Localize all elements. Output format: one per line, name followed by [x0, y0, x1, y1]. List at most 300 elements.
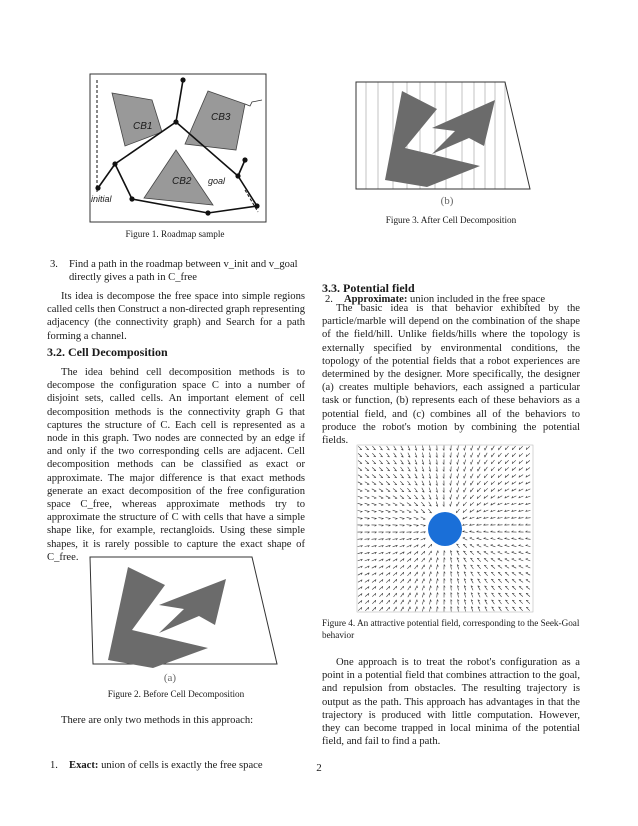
field-arrow: [387, 600, 390, 604]
method-text: union included in the free space: [410, 293, 546, 305]
field-arrow: [485, 474, 488, 478]
field-arrow: [451, 474, 452, 479]
field-arrow: [484, 545, 489, 547]
field-arrow: [478, 481, 481, 485]
field-arrow: [365, 510, 370, 511]
field-arrow-head: [470, 538, 472, 539]
field-arrow: [393, 496, 397, 499]
list-number: 3.: [50, 259, 58, 270]
field-arrow: [499, 446, 502, 450]
field-arrow: [358, 482, 362, 484]
field-arrow-head: [464, 462, 465, 464]
field-arrow-head: [437, 572, 438, 574]
field-arrow: [471, 481, 474, 485]
list-number: 2.: [325, 293, 333, 305]
field-arrow-head: [395, 519, 397, 520]
field-arrow: [372, 475, 376, 478]
field-arrow: [415, 572, 418, 576]
field-arrow: [499, 453, 502, 457]
field-arrow-head: [416, 519, 418, 520]
field-arrow: [408, 579, 411, 583]
field-arrow: [386, 510, 391, 512]
field-arrow-head: [526, 552, 528, 553]
field-arrow-head: [519, 552, 521, 553]
field-arrow: [422, 579, 424, 584]
field-arrow: [512, 545, 517, 546]
list-number: 1.: [50, 760, 58, 772]
field-arrow-head: [457, 483, 458, 485]
field-arrow-head: [360, 505, 362, 506]
field-arrow-head: [457, 469, 458, 471]
field-arrow: [358, 453, 362, 456]
cb2-label: CB2: [172, 176, 192, 187]
field-arrow-head: [484, 538, 486, 539]
field-arrow-head: [381, 512, 383, 513]
field-arrow: [379, 518, 384, 519]
field-arrow: [414, 510, 418, 513]
field-arrow: [451, 481, 452, 486]
field-arrow: [512, 573, 516, 576]
field-arrow: [526, 587, 530, 590]
field-arrow-head: [375, 518, 377, 519]
field-arrow: [422, 558, 425, 562]
field-arrow: [379, 503, 384, 505]
field-arrow: [457, 488, 459, 493]
field-arrow: [372, 496, 377, 498]
field-arrow: [372, 510, 377, 511]
field-arrow: [436, 551, 438, 556]
field-arrow-head: [464, 469, 465, 471]
field-arrow-head: [438, 558, 439, 560]
field-arrow: [358, 475, 362, 478]
field-arrow: [379, 489, 383, 492]
field-arrow: [478, 467, 480, 471]
field-arrow-head: [450, 498, 451, 500]
field-arrow: [358, 461, 362, 464]
field-arrow: [358, 518, 363, 519]
field-arrow: [415, 586, 417, 590]
field-arrow-head: [360, 498, 362, 499]
field-arrow-head: [424, 586, 425, 588]
field-arrow-head: [491, 538, 493, 539]
field-arrow: [415, 579, 417, 583]
field-arrow: [491, 552, 495, 554]
field-arrow: [464, 474, 466, 479]
field-arrow: [393, 503, 397, 505]
field-arrow: [437, 600, 438, 605]
field-arrow-head: [417, 607, 418, 609]
field-arrow: [457, 481, 458, 486]
field-arrow: [478, 460, 480, 464]
field-arrow-head: [471, 455, 472, 457]
field-arrow: [526, 566, 531, 568]
paragraph-approach: One approach is to treat the robot's configuration as a point in a potential field that combines attraction to the goal, and repulsion from obstacles. The resulting trajectory is output as the path. This approach has advantages in that the trajectory is produced with little computation. However, they can become trapped in local minima of the potential field, and fail to find a path.: [322, 657, 580, 748]
field-arrow: [458, 453, 459, 458]
field-arrow: [484, 552, 488, 555]
field-arrow-head: [457, 463, 458, 465]
field-arrow: [478, 453, 480, 458]
field-arrow-head: [389, 519, 391, 520]
field-arrow: [407, 510, 411, 512]
field-arrow: [365, 475, 369, 478]
field-arrow: [400, 503, 404, 506]
field-arrow: [386, 593, 389, 597]
field-arrow: [437, 593, 438, 598]
field-arrow-head: [526, 545, 528, 546]
field-arrow: [519, 566, 523, 568]
field-arrow-head: [498, 538, 500, 539]
field-arrow: [484, 538, 489, 539]
field-arrow: [408, 600, 410, 604]
field-arrow: [519, 573, 523, 576]
field-arrow-head: [512, 552, 514, 553]
field-arrow: [485, 460, 488, 464]
field-arrow: [526, 573, 530, 575]
field-arrow-head: [424, 607, 425, 609]
field-arrow: [372, 503, 377, 505]
field-arrow: [408, 593, 410, 597]
field-arrow-head: [417, 600, 418, 602]
field-arrow-head: [382, 518, 384, 519]
field-arrow: [422, 586, 424, 591]
field-arrow: [505, 539, 510, 540]
field-arrow: [505, 552, 510, 554]
field-arrow: [519, 559, 524, 561]
field-arrow: [470, 532, 475, 533]
field-arrow: [421, 517, 425, 519]
field-arrow: [358, 489, 363, 491]
field-arrow: [437, 572, 438, 577]
field-arrow: [451, 495, 452, 500]
field-arrow: [400, 517, 405, 518]
cb3-label: CB3: [211, 112, 231, 123]
figure4-caption: Figure 4. An attractive potential field, corresponding to the Seek-Goal behavior: [322, 618, 580, 640]
field-arrow: [422, 607, 423, 612]
paragraph-potential-field: The basic idea is that behavior exhibited by the particle/marble will depend on the combination of the shape of the field/hill. Unlike fields/hills where the topology is externally specified by environmental conditions, the topology of the potential fields that a robot experiences are determined by the designer. More specifically, the designer (a) creates multiple behaviors, each assigned a particular task or function, (b) represents each of these behaviors as a potential field, and (c) combines all of the behaviors to produce the robot's motion by combining the potential fields.: [322, 303, 580, 447]
field-arrow: [437, 565, 438, 570]
field-arrow-head: [505, 545, 507, 546]
field-arrow: [498, 552, 503, 554]
field-arrow: [471, 467, 473, 472]
method-term: Approximate:: [344, 293, 408, 305]
field-arrow-head: [457, 476, 458, 478]
field-arrow: [471, 453, 473, 458]
field-arrow: [372, 518, 377, 519]
field-arrow: [491, 559, 495, 562]
field-arrow: [477, 538, 482, 539]
field-arrow: [477, 552, 481, 555]
field-arrow: [464, 446, 465, 451]
field-arrow: [458, 446, 459, 451]
field-arrow: [471, 474, 473, 478]
field-arrow: [526, 559, 531, 561]
figure3-caption: Figure 3. After Cell Decomposition: [385, 215, 517, 225]
field-arrow: [365, 489, 369, 491]
paragraph-cell-decomposition: The idea behind cell decomposition methods is to decompose the configuration space C into a number of disjoint sets, called cells. An important element of cell decomposition methods is the connectivity graph G that captures the structure of C. Each cell is represented as a node in this graph. Two nodes are connected by an edge if and only if the two corresponding cells are adjacent. Cell decomposition methods can be classified as exact or approximate. The major difference is that exact methods generate an exact decomposition of the free configuration space C_free, whereas approximate methods try to approximate the structure of C with cells that have a simple shape like, for example, rectangloids. Using these simple shapes, it is rarely possible to capture the exact shape of C_free.: [47, 367, 305, 563]
field-arrow: [471, 488, 474, 492]
field-arrow-head: [463, 531, 465, 532]
field-arrow: [451, 488, 452, 493]
field-arrow-head: [464, 476, 465, 478]
field-arrow: [422, 572, 424, 576]
field-arrow: [379, 482, 383, 485]
field-arrow: [484, 559, 488, 562]
field-arrow: [415, 565, 418, 569]
field-arrow: [512, 580, 516, 583]
field-arrow: [470, 538, 475, 540]
field-arrow-head: [395, 512, 397, 513]
field-arrow: [393, 510, 398, 512]
field-arrow: [498, 545, 503, 546]
field-arrow: [358, 496, 363, 498]
field-arrow: [365, 482, 369, 485]
field-arrow-head: [512, 538, 514, 539]
paragraph-two-methods: There are only two methods in this approach:: [61, 715, 254, 726]
field-arrow: [429, 558, 431, 563]
field-arrow: [429, 593, 430, 598]
field-arrow-head: [360, 512, 362, 513]
field-arrow: [379, 510, 384, 511]
field-arrow: [429, 586, 430, 591]
goal-circle: [428, 512, 462, 546]
field-arrow: [505, 545, 510, 546]
field-arrow-head: [457, 497, 458, 499]
field-arrow: [458, 467, 459, 472]
field-arrow: [526, 580, 530, 583]
field-arrow-head: [464, 448, 465, 450]
field-arrow-head: [450, 504, 451, 506]
field-arrow-head: [491, 545, 493, 546]
field-arrow: [394, 600, 397, 604]
field-arrow: [512, 539, 517, 540]
field-arrow-head: [409, 519, 411, 520]
field-arrow-head: [388, 512, 390, 513]
field-arrow-head: [505, 552, 507, 553]
field-arrow: [365, 503, 370, 505]
field-arrow-head: [512, 545, 514, 546]
field-arrow: [464, 488, 466, 492]
field-arrow: [478, 474, 481, 478]
field-arrow-head: [471, 462, 472, 464]
field-arrow: [401, 593, 404, 597]
field-arrow: [358, 511, 363, 512]
field-arrow: [477, 545, 481, 547]
field-arrow: [471, 446, 473, 451]
field-arrow-head: [464, 455, 465, 457]
field-arrow: [506, 446, 509, 450]
section-heading-cell-decomposition: 3.2. Cell Decomposition: [47, 345, 168, 359]
figure2-caption: Figure 2. Before Cell Decomposition: [107, 689, 245, 699]
field-arrow-head: [457, 490, 458, 492]
field-arrow: [358, 468, 362, 471]
field-arrow: [505, 566, 509, 569]
field-arrow: [457, 495, 459, 500]
field-arrow: [437, 579, 438, 584]
field-arrow-head: [437, 579, 438, 581]
field-arrow: [464, 453, 465, 458]
field-arrow: [464, 495, 467, 499]
goal-label: goal: [208, 176, 226, 186]
field-arrow-head: [374, 505, 376, 506]
field-arrow: [526, 552, 531, 553]
field-arrow: [485, 446, 487, 450]
field-arrow: [505, 559, 509, 561]
field-arrow: [414, 517, 419, 519]
field-arrow-head: [431, 607, 432, 609]
field-arrow-head: [424, 600, 425, 602]
field-arrow: [365, 468, 369, 471]
field-arrow: [519, 546, 524, 547]
field-arrow: [519, 580, 523, 583]
field-arrow: [464, 481, 466, 486]
field-arrow: [430, 600, 431, 605]
cb1-label: CB1: [133, 121, 153, 132]
field-arrow-head: [471, 448, 472, 450]
field-arrow-head: [367, 512, 369, 513]
field-arrow: [372, 489, 376, 491]
field-arrow: [379, 600, 382, 604]
field-arrow: [401, 586, 404, 590]
field-arrow: [519, 552, 524, 554]
field-arrow: [365, 460, 369, 463]
field-arrow-head: [424, 525, 426, 526]
field-arrow: [422, 593, 424, 598]
field-arrow: [492, 453, 495, 457]
field-arrow: [463, 538, 467, 540]
field-arrow: [393, 489, 397, 492]
field-arrow: [421, 525, 426, 526]
field-arrow-head: [457, 449, 458, 451]
field-arrow: [457, 474, 458, 479]
field-arrow: [498, 559, 502, 561]
field-arrow: [463, 532, 468, 533]
method-text: union of cells is exactly the free space: [101, 760, 263, 772]
field-arrow-head: [438, 565, 439, 567]
field-arrow: [429, 565, 431, 570]
field-arrow-head: [431, 593, 432, 595]
field-arrow: [491, 539, 496, 540]
field-arrow-head: [519, 545, 521, 546]
field-arrow: [429, 572, 431, 577]
field-arrow: [365, 496, 370, 498]
field-arrow: [387, 607, 390, 611]
field-arrow: [415, 600, 417, 605]
field-arrow-head: [498, 545, 500, 546]
field-arrow: [408, 586, 411, 590]
field-arrow: [372, 482, 376, 485]
field-arrow: [457, 502, 459, 506]
method-term: Exact:: [69, 760, 99, 772]
field-arrow: [470, 545, 474, 548]
field-arrow: [478, 446, 480, 451]
figure3-sublabel: (b): [440, 195, 454, 207]
field-arrow: [386, 518, 391, 519]
field-arrow: [457, 509, 460, 513]
page-number: 2: [316, 762, 322, 774]
field-arrow: [394, 607, 397, 611]
field-arrow-head: [505, 538, 507, 539]
field-arrow: [414, 502, 418, 505]
field-arrow: [422, 600, 423, 605]
initial-label: initial: [91, 194, 112, 204]
field-arrow: [512, 566, 516, 568]
field-arrow: [386, 489, 390, 492]
field-arrow: [400, 510, 405, 512]
field-arrow: [400, 496, 404, 499]
field-arrow: [512, 559, 517, 561]
field-arrow: [407, 525, 412, 526]
field-arrow-head: [367, 505, 369, 506]
field-arrow: [437, 586, 438, 591]
field-arrow: [365, 518, 370, 519]
field-arrow-head: [431, 579, 432, 581]
field-arrow-head: [519, 559, 521, 560]
field-arrow: [386, 503, 391, 505]
field-arrow: [498, 566, 502, 569]
field-arrow: [415, 593, 417, 598]
field-arrow: [477, 488, 480, 492]
field-arrow: [519, 587, 523, 590]
field-arrow: [436, 558, 437, 563]
field-arrow: [401, 600, 404, 604]
field-arrow: [358, 503, 363, 504]
field-arrow-head: [457, 456, 458, 458]
field-arrow-head: [526, 559, 528, 560]
field-arrow-head: [431, 565, 432, 567]
field-arrow: [491, 545, 496, 547]
field-arrow: [393, 518, 398, 519]
field-arrow-head: [424, 593, 425, 595]
field-arrow: [485, 467, 488, 471]
field-arrow: [505, 573, 509, 576]
field-arrow: [464, 460, 465, 465]
field-arrow: [485, 453, 487, 457]
field-arrow: [429, 579, 430, 584]
field-arrow-head: [381, 505, 383, 506]
field-arrow-head: [431, 572, 432, 574]
field-arrow: [498, 539, 503, 540]
field-arrow-head: [438, 551, 439, 553]
field-arrow: [414, 525, 419, 526]
field-arrow: [526, 546, 531, 547]
field-arrow: [471, 460, 473, 465]
field-arrow: [429, 551, 432, 555]
field-arrow-head: [374, 512, 376, 513]
field-arrow: [407, 503, 411, 506]
field-arrow: [519, 539, 524, 540]
field-arrow: [408, 607, 410, 612]
field-arrow-head: [402, 519, 404, 520]
field-arrow: [386, 496, 390, 498]
list-text: Find a path in the roadmap between v_init and v_goal directly gives a path in C_free: [69, 259, 298, 284]
field-arrow: [492, 460, 495, 464]
figure2-sublabel: (a): [163, 672, 177, 684]
field-arrow: [526, 539, 531, 540]
section-heading-potential-field: 3.3. Potential field: [322, 281, 415, 295]
field-arrow: [401, 607, 403, 611]
field-arrow: [450, 502, 451, 507]
field-arrow: [464, 467, 466, 472]
field-arrow: [430, 607, 431, 612]
field-arrow: [415, 607, 417, 612]
field-arrow: [422, 565, 425, 569]
field-arrow: [379, 496, 383, 498]
field-arrow-head: [477, 538, 479, 539]
paragraph-idea: Its idea is decompose the free space into simple regions called cells then Construct a non-directed graph representing adjacency (the connectivity graph) and Search for a path forming a channel.: [47, 291, 305, 342]
field-arrow-head: [431, 586, 432, 588]
figure1-caption: Figure 1. Roadmap sample: [125, 229, 225, 239]
field-arrow-head: [431, 600, 432, 602]
